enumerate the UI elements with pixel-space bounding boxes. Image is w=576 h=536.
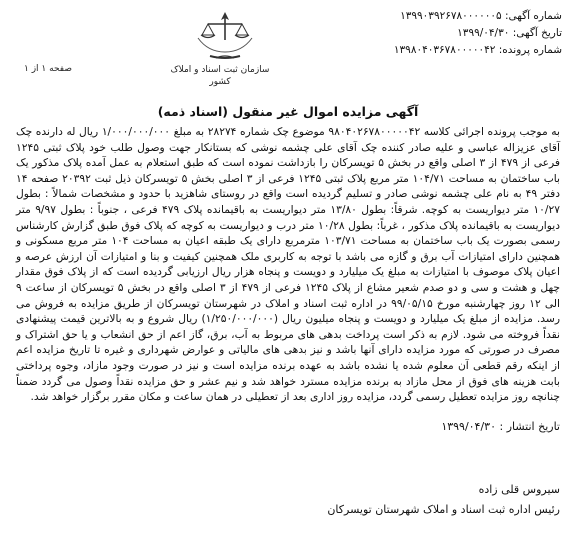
notice-title: آگهی مزایده اموال غیر منقول (اسناد ذمه) <box>157 104 419 119</box>
signature-block <box>327 480 560 520</box>
page-number: صفحه ۱ از ۱ <box>24 64 72 74</box>
organization-name: سازمان ثبت اسناد و املاک کشور <box>170 65 270 87</box>
judiciary-emblem-icon <box>188 8 262 62</box>
notice-date: تاریخ آگهی: ۱۳۹۹/۰۴/۳۰ <box>457 27 562 39</box>
publication-date: تاریخ انتشار : ۱۳۹۹/۰۴/۳۰ <box>441 420 560 433</box>
notice-body <box>16 124 560 405</box>
notice-body-text: به موجب پرونده اجرائی کلاسه ۹۸۰۴۰۲۶۷۸۰۰۰۰۰۴۲ موضوع چک شماره ۲۸۲۷۴ به مبلغ ۱/۰۰۰/۰۰۰/۰۰۰ ریال له دارنده چک آقای عزیزاله عباسی و علیه صادر کننده چک آقای علی چشمه نوشی که بستانکار جهت وصول طلب خود پلاک ثبتی ۱۲۴۵ فرعی از ۴۷۹ از ۳ اصلی واقع در بخش ۵ تویسرکان را بازداشت نموده است که طبق استعلام به عمل آمده پلاک مذکور یک باب ساختمان به مساحت ۱۰۴/۷۱ متر مربع پلاک ثبتی ۱۲۴۵ فرعی از ۳ اصلی بخش ۵ تویسرکان ذیل ثبت ۲۰۳۹۲ صفحه ۱۴ دفتر ۴۹ به نام علی چشمه نوشی صادر و تسلیم گردیده است واقع در روستای شاهزید با حدود و مشخصات شمالاً : بطول ۱۰/۲۷ متر دیواریست به کوچه. شرقاً: بطول ۱۳/۸۰ متر دیواریست به باقیمانده پلاک ۴۷۹ فرعی ، جنوباً : بطول ۹/۹۷ متر دیواریست به باقیمانده پلاک مذکور ، غرباً: بطول ۱۰/۲۸ متر درب و دیواریست به کوچه که پلاک فوق طبق گزارش کارشناس رسمی بصورت یک باب ساختمان به مساحت ۱۰۳/۷۱ مترمربع دارای یک طبقه اعیان به مساحت ۱۰۴ متر مربع مسکونی و همچنین دارای امتیازات آب برق و گازه می باشد با توجه به کاربری ملک همچنین کیفیت و بنا و امتیازات آن ارزش عرصه و اعیان پلاک موصوف با امتیازات به مبلغ یک میلیارد و دویست و پنجاه هزار ریال ارزیابی گردیده است که از پلاک فوق مقدار چهل و هشت و سی و دو صدم شعیر مشاع از پلاک ۱۲۴۵ فرعی از ۴۷۹ از ۳ اصلی واقع در بخش ۵ تویسرکان از ساعت ۹ الی ۱۲ روز چهارشنبه مورخ ۹۹/۰۵/۱۵ در اداره ثبت اسناد و املاک در شهرستان تویسرکان از طریق مزایده به فروش می رسد. مزایده از مبلغ یک میلیارد و دویست و پنجاه میلیون ریال (۱/۲۵۰/۰۰۰/۰۰۰) ریال شروع و به بالاترین قیمت پیشنهادی نقداً فروخته می شود. لازم به ذکر است پرداخت بدهی های مربوط به آب، برق، گاز اعم از حق انشعاب و یا حق اشتراک و مصرف در صورتی که مورد مزایده دارای آنها باشد و نیز بدهی های مالیاتی و عوارض شهرداری و غیره تا تاریخ مزایده اعم از اینکه رقم قطعی آن معلوم شده یا نشده باشد به عهده برنده مزایده است و نیز در صورت وجود مازاد، وجوه پرداختی بابت هزینه های فوق از محل مازاد به برنده مزایده مسترد خواهد شد و نیم عشر و حق مزایده نقداً وصول می گردد ضمناً چنانچه روز مزایده تعطیل رسمی گردد، مزایده روز اداری بعد از تعطیلی در همان ساعت و مکان مقرر برگزار خواهد شد. <box>16 125 561 404</box>
notice-meta <box>312 8 562 59</box>
signatory-position: رئیس اداره ثبت اسناد و املاک شهرستان تویسرکان <box>327 503 560 516</box>
notice-number: شماره آگهی: ۱۳۹۹۰۳۹۲۶۷۸۰۰۰۰۰۰۵ <box>400 10 562 22</box>
signatory-name: سیروس قلی زاده <box>478 483 560 496</box>
file-number: شماره پرونده: ۱۳۹۸۰۴۰۳۶۷۸۰۰۰۰۰۴۲ <box>393 44 562 56</box>
